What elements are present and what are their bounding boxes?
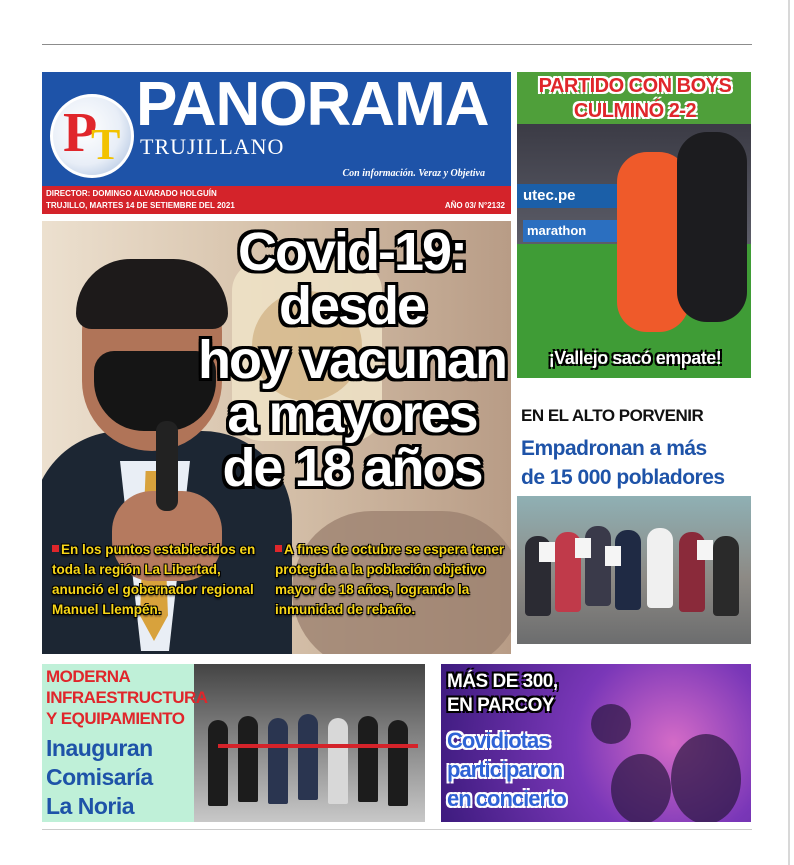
newspaper-subtitle: TRUJILLANO xyxy=(140,134,285,159)
infra-headline-line: Comisaría xyxy=(46,764,153,790)
bullet-point xyxy=(275,540,507,620)
tagline: Con información. Veraz y Objetiva xyxy=(342,168,485,179)
inauguration-ribbon xyxy=(218,744,418,748)
alto-photo xyxy=(517,496,751,644)
ad-banner-text: utec.pe xyxy=(523,187,576,204)
main-headline xyxy=(192,222,511,498)
ad-banner-text: marathon xyxy=(527,223,587,238)
paper-sign xyxy=(605,546,621,566)
logo-letter-p: P xyxy=(63,102,98,164)
infra-kicker-line: INFRAESTRUCTURA xyxy=(46,688,208,707)
infra-headline-line: Inauguran xyxy=(46,735,153,761)
officer xyxy=(358,716,378,802)
parcoy-headline-line: en concierto xyxy=(447,786,566,811)
alto-headline-line: de 15 000 pobladores xyxy=(521,466,725,489)
alto-headline xyxy=(521,434,751,492)
paper-sign xyxy=(539,542,555,562)
bottom-rule xyxy=(42,829,752,830)
ad-banner xyxy=(523,220,623,242)
infra-headline-line: La Noria xyxy=(46,793,135,819)
headline-line: Covid-19: xyxy=(237,222,467,282)
infra-kicker-line: MODERNA xyxy=(46,667,131,686)
bullet-square-icon xyxy=(52,545,59,552)
paper-sign xyxy=(575,538,591,558)
infra-kicker-line: Y EQUIPAMIENTO xyxy=(46,709,185,728)
sports-caption: ¡Vallejo sacó empate! xyxy=(548,348,722,368)
alto-kicker: EN EL ALTO PORVENIR xyxy=(521,406,704,425)
crowd-figure xyxy=(671,734,741,822)
crowd-figure xyxy=(611,754,671,822)
microphone-icon xyxy=(156,421,178,511)
officer xyxy=(388,720,408,806)
person xyxy=(647,528,673,608)
infraestructura-box[interactable] xyxy=(42,664,425,822)
top-rule xyxy=(42,44,752,45)
official xyxy=(268,718,288,804)
officer xyxy=(238,716,258,802)
headline-line: hoy vacunan xyxy=(197,330,507,390)
sports-box[interactable] xyxy=(517,72,751,378)
pt-logo-icon xyxy=(50,94,134,178)
bullet-text: En los puntos establecidos en toda la región La Libertad, anunció el gobernador regional Manuel Llempén. xyxy=(52,542,256,617)
bullet-text: A fines de octubre se espera tener protegida a la población objetivo mayor de 18 años, logrando la inmunidad de rebaño. xyxy=(275,542,505,617)
issue-number: AÑO 03/ N°2132 xyxy=(444,201,505,210)
parcoy-box[interactable] xyxy=(441,664,751,822)
bullet-square-icon xyxy=(275,545,282,552)
dateline: TRUJILLO, MARTES 14 DE SETIEMBRE DEL 2021 xyxy=(46,201,235,210)
director-line: DIRECTOR: DOMINGO ALVARADO HOLGUÍN xyxy=(46,189,217,198)
parcoy-kicker xyxy=(447,670,607,718)
sports-title-line: CULMINÓ 2-2 xyxy=(573,100,697,122)
parcoy-headline-line: Covidiotas xyxy=(447,728,550,753)
headline-line: de 18 años xyxy=(222,438,482,498)
headline-line: a mayores xyxy=(227,384,477,444)
bullet-point xyxy=(52,540,262,620)
player-black xyxy=(677,132,747,322)
official xyxy=(298,714,318,800)
newspaper-title: PANORAMA xyxy=(136,72,489,139)
person xyxy=(615,530,641,610)
sports-title-line: PARTIDO CON BOYS xyxy=(538,75,732,97)
person xyxy=(713,536,739,616)
official xyxy=(328,718,348,804)
parcoy-headline xyxy=(447,726,607,813)
parcoy-kicker-line: MÁS DE 300, xyxy=(447,671,558,692)
parcoy-kicker-line: EN PARCOY xyxy=(447,695,555,716)
parcoy-headline-line: participaron xyxy=(447,757,563,782)
headline-line: desde xyxy=(278,276,426,336)
alto-porvenir-box[interactable] xyxy=(517,398,751,644)
ad-banner xyxy=(517,184,627,208)
alto-headline-line: Empadronan a más xyxy=(521,437,707,460)
masthead xyxy=(42,72,511,186)
info-bar xyxy=(42,186,511,214)
page-edge xyxy=(788,0,790,865)
sports-title xyxy=(521,74,749,124)
infra-kicker xyxy=(46,666,236,729)
logo-letter-t: T xyxy=(91,120,121,169)
officer xyxy=(208,720,228,806)
paper-sign xyxy=(697,540,713,560)
infra-headline xyxy=(46,734,196,821)
